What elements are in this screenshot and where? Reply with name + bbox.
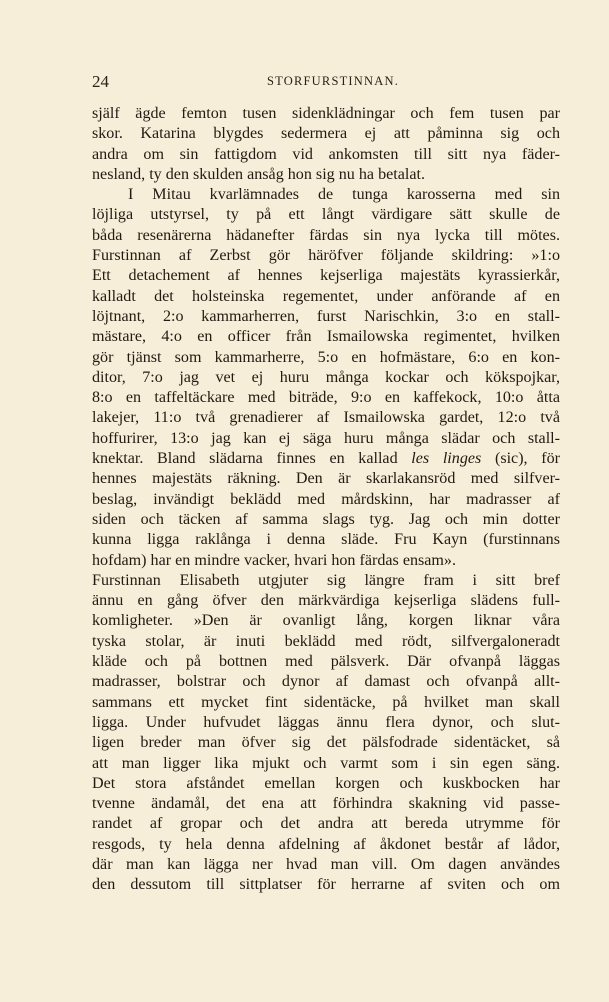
text-line: andra om sin fattigdom vid ankomsten till sitt nya fäder- [92,145,560,163]
text-line: själf ägde femton tusen sidenklädningar och fem tusen par [92,105,560,122]
text-line: lakejer, 11:o två grenadierer af Ismailowska gardet, 12:o två [92,409,560,427]
text-line: löjliga utstyrsel, ty på ett långt värdigare sätt skulle de [92,206,560,224]
text-line: kunna ligga raklånga i denna släde. Fru Kayn (furstinnans [92,531,560,549]
text-line: tyska stolar, är inuti beklädd med rödt, silfvergaloneradt [92,632,560,650]
text-line: 8:o en taffeltäckare med biträde, 9:o en kaffekock, 10:o åtta [92,389,560,407]
text-line: Det stora afståndet emellan korgen och kuskbocken har [92,774,560,792]
text-line: nesland, ty den skulden ansåg hon sig nu ha betalat. [92,165,425,183]
text-line: löjtnant, 2:o kammarherren, furst Narischkin, 3:o en stall- [92,307,560,325]
running-head: STORFURSTINNAN. [267,74,400,88]
text-line: att man ligger lika mjukt och varmt som i sin egen säng. [92,754,560,772]
text-line: komligheter. »Den är ovanligt lång, korgen liknar våra [92,612,560,630]
text-line-with-italic [92,449,560,469]
text-line: kläde och på bottnen med pälsverk. Där ofvanpå läggas [92,653,560,671]
text-line: den dessutom till sittplatser för herrarne af sviten och om [92,876,560,894]
text-line: ännu en gång öfver den märkvärdiga kejserliga slädens full- [92,592,560,610]
text-line: Furstinnan af Zerbst gör häröfver följande skildring: »1:o [92,247,560,265]
text-line: I Mitau kvarlämnades de tunga karosserna med sin [128,186,560,204]
text-segment: (sic), för [481,450,561,468]
text-line: tvenne ändamål, det ena att förhindra skakning vid passe- [92,795,560,813]
text-line: beslag, invändigt beklädd med mårdskinn, har madrasser af [92,490,560,508]
text-line: gör tjänst som kammarherre, 5:o en hofmästare, 6:o en kon- [92,348,560,366]
text-line: mästare, 4:o en officer från Ismailowska regimentet, hvilken [92,328,560,346]
text-line: sammans ett mycket fint sidentäcke, på hvilket man skall [92,693,560,711]
text-line: ditor, 7:o jag vet ej huru många kockar och kökspojkar, [92,368,560,386]
text-line: kalladt det holsteinska regementet, under anförande af en [92,287,560,305]
text-line: båda resenärerna hädanefter färdas sin nya lycka till mötes. [92,226,560,244]
text-line: randet af gropar och det andra att bereda utrymme för [92,815,560,833]
body-text [92,104,560,896]
text-line: där man kan lägga ner hvad man vill. Om dagen användes [92,855,560,873]
text-line: siden och täcken af samma slags tyg. Jag och min dotter [92,510,560,528]
text-line: hoffurirer, 13:o jag kan ej säga huru många slädar och stall- [92,429,560,447]
text-segment: knektar. Bland slädarna finnes en kallad [92,450,412,468]
text-line: Furstinnan Elisabeth utgjuter sig längre fram i sitt bref [92,571,560,589]
text-line: madrasser, bolstrar och dynor af damast och ofvanpå allt- [92,673,560,691]
text-line: Ett detachement af hennes kejserliga majestäts kyrassierkår, [92,267,560,285]
text-line: hofdam) har en mindre vacker, hvari hon färdas ensam». [92,551,457,569]
text-line: ligen breder man öfver sig det pälsfodrade sidentäcket, så [92,734,560,752]
text-line: skor. Katarina blygdes sedermera ej att påminna sig och [92,125,560,143]
page-header [92,72,560,94]
text-line: ligga. Under hufvudet läggas ännu flera dynor, och slut- [92,713,560,731]
italic-term: les linges [411,450,482,468]
text-line: hennes majestäts räkning. Den är skarlakansröd med silfver- [92,470,560,488]
text-line: resgods, ty hela denna afdelning af åkdonet består af lådor, [92,835,560,853]
page-number: 24 [92,72,109,91]
